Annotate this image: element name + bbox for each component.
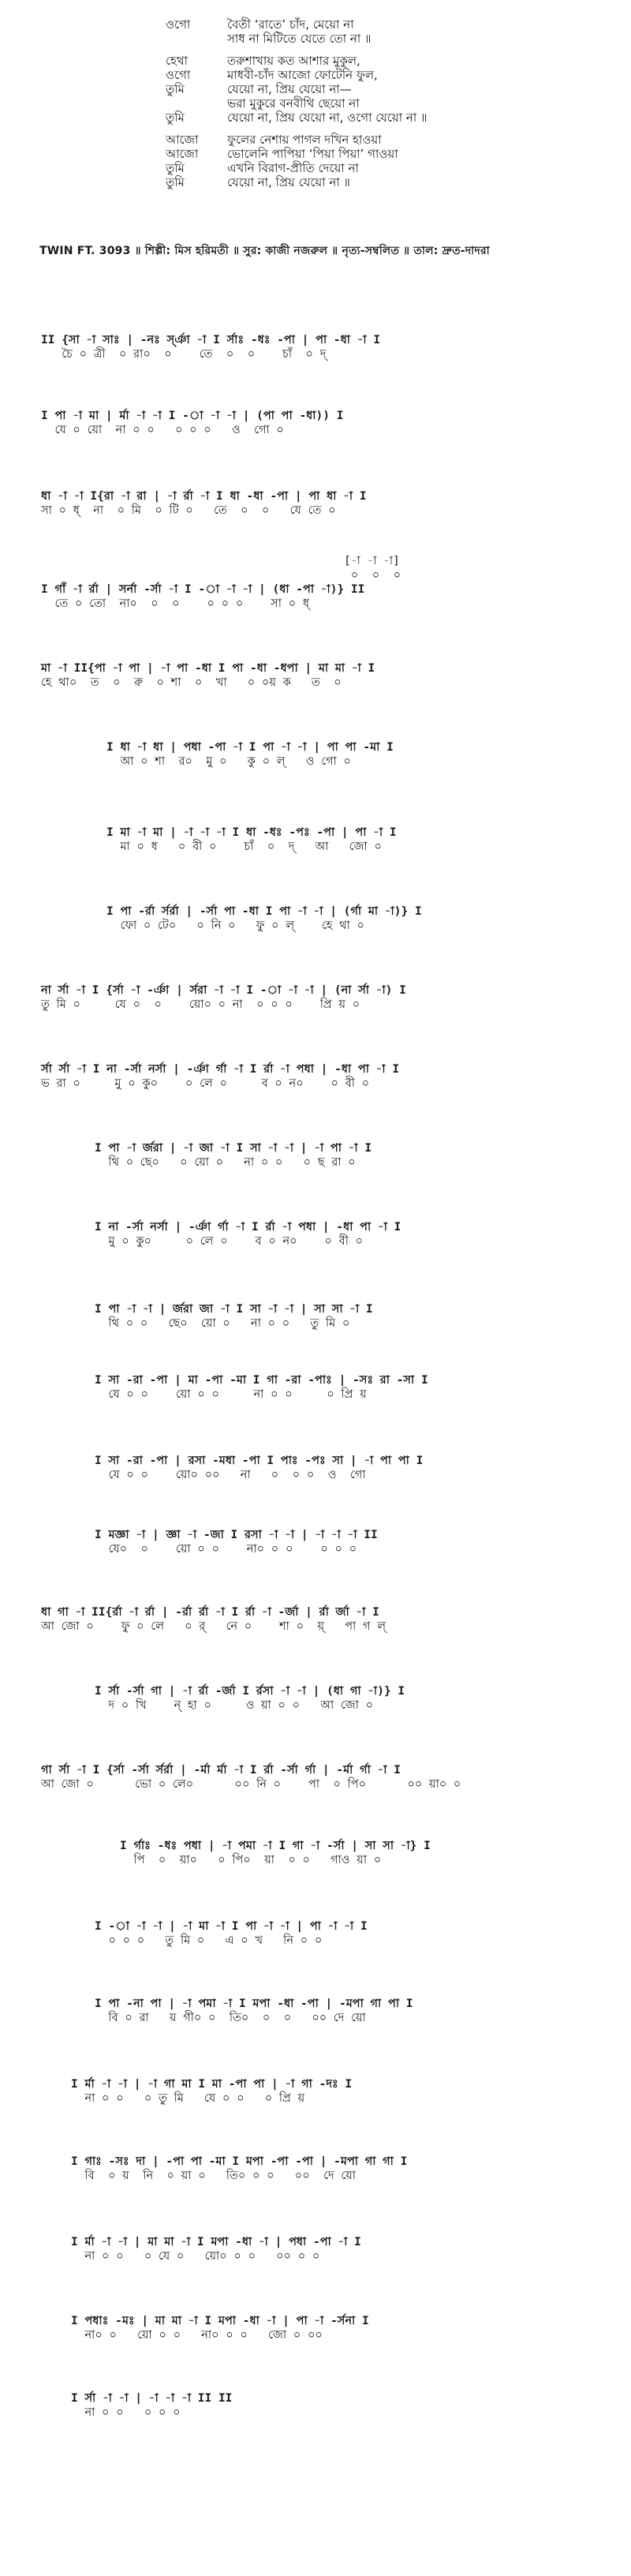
swara-line: মা -া II{পা -া পা | -া পা -ধা I পা -ধা -ধপা | মা মা -া I — [41, 662, 375, 675]
lyric-text: ভরা মুকুরে বনবীথি ছেয়ো না — [227, 96, 360, 110]
swara-line: I মা -া মা | -া -া -া I ধা -ধঃ -পঃ -পা | পা -া I — [106, 826, 397, 839]
swara-line: I র্সা -া -া | -া -া -া II II — [71, 2392, 233, 2405]
swara-line: I র্মা -া -া | মা মা -া I মপা -ধা -া | পধা -পা -া I — [71, 2236, 361, 2248]
lyric-lead-word: তুমি — [166, 110, 185, 125]
alternate-ending-line: [-া -া -া] — [41, 555, 400, 567]
lyric-lead-word: আজো — [166, 147, 199, 161]
syllable-line: দ ০ খি ন্ হা ০ ও য়া ০ ০ আ জো ০ — [95, 1699, 374, 1712]
swara-line: র্সা র্সা -া I না -র্সা নর্সা | -র্ঞা র্গা -া I র্রা -া পধা | -ধা পা -া I — [41, 1063, 400, 1076]
notation-block — [71, 2235, 361, 2263]
swara-line: I মজ্ঞা -া | জ্ঞা -া -জা I রসা -া -া | -া -া -া II — [95, 1529, 378, 1541]
swara-line: I না -র্সা নর্সা | -র্ঞা র্গা -া I র্রা -া পধা | -ধা পা -া I — [95, 1221, 401, 1234]
syllable-line: হে থা০ ত ০ রু ০ শা ০ খা ০ ০য় ক ত ০ — [41, 676, 342, 689]
lyric-lead-word: ওগো — [166, 17, 191, 32]
notation-block — [41, 1062, 399, 1091]
notation-block — [41, 333, 380, 361]
syllable-line: ০ ০ ০ তু মি ০ এ ০ খ নি ০ ০ — [95, 1934, 323, 1947]
syllable-line: তু মি ০ যে ০ ০ য়ো০ ০ না ০ ০ ০ প্রি য় ০ — [41, 998, 360, 1011]
notation-block — [106, 740, 394, 769]
syllable-line: না ০ ০ ০ তু মি যে ০ ০ ০ প্রি য় — [71, 2092, 305, 2105]
swara-line: I র্মা -া -া | -া গা মা I মা -পা পা | -া গা -দঃ I — [71, 2078, 353, 2091]
notation-block — [71, 2155, 407, 2183]
swara-line: I গাঃ -সঃ দা | -পা পা -মা I মপা -পা -পা | -মপা গা গা I — [71, 2155, 408, 2168]
syllable-line: মু ০ কু০ ০ লে ০ ব ০ ন০ ০ বী ০ — [95, 1235, 364, 1248]
syllable-line: আ জো ০ ভো ০ লে০ ০০ নি ০ পা ০ পি০ ০০ য়া০ ০ — [41, 1778, 461, 1791]
lyric-line — [166, 32, 576, 46]
syllable-line: আ ০ শা র০ মু ০ কু ০ ল্ ও গো ০ — [106, 755, 351, 768]
swara-line: I গাঁ -া র্রা | সর্না -র্সা -া I -া -া -া | (ধা -পা -া)} II — [41, 583, 365, 596]
lyric-lead-word: হেথা — [166, 54, 189, 68]
notation-block — [95, 1220, 401, 1249]
notation-block — [71, 2077, 352, 2106]
lyric-line — [166, 54, 576, 68]
swara-line: ধা -া -া I{রা -া রা | -া র্রা -া I ধা -ধা -পা | পা ধা -া I — [41, 490, 367, 503]
syllable-line: তে ০ তো না০ ০ ০ ০ ০ ০ সা ০ ধ্ — [41, 597, 309, 610]
lyric-lead-word: আজো — [166, 133, 199, 147]
syllable-line: ফো ০ টে০ ০ নি ০ ফু ০ ল্ হে থা ০ — [106, 919, 364, 932]
syllable-line: যে ০ ০ য়ো০ ০০ না ০ ০ ০ ও গো — [95, 1469, 366, 1481]
syllable-line: ভ রা ০ মু ০ কু০ ০ লে ০ ব ০ ন০ ০ বী ০ — [41, 1077, 370, 1090]
notation-block — [95, 1141, 372, 1170]
notation-block — [95, 1373, 428, 1402]
lyric-text: যেয়ো না, প্রিয় যেয়ো না ॥ — [227, 175, 350, 189]
syllable-line: বি ০ রা য় গী০ ০ তি০ ০ ০ ০০ দে য়ো — [95, 2012, 366, 2024]
syllable-line: থি ০ ০ ছে০ য়ো ০ না ০ ০ তু মি ০ — [95, 1317, 350, 1330]
lyric-line — [166, 161, 576, 175]
swara-line: I পা -া -া | র্জরা জা -া I সা -া -া | সা সা -া I — [95, 1303, 373, 1316]
notation-block — [41, 1763, 461, 1792]
syllable-line: না ০ ০ ০ যে ০ য়ো০ ০ ০ ০০ ০ ০ — [71, 2250, 320, 2263]
syllable-line: যে০ ০ য়ো ০ ০ না০ ০ ০ ০ ০ ০ — [95, 1543, 357, 1556]
swara-line: I র্সা -র্সা গা | -া র্রা -র্জা I র্রসা -া -া | (ধা গা -া)} I — [95, 1685, 405, 1698]
notation-block — [71, 2314, 369, 2342]
lyric-text: মাধবী-চাঁদ আজো ফোটেনি ফুল, — [227, 68, 378, 82]
syllable-line: আ জো ০ ফু ০ লে ০ র্ নে ০ শা ০ য়্ পা গ ল্ — [41, 1620, 386, 1633]
syllable-line: পি ০ য়া০ ০ পি০ য়া ০ ০ গাও য়া ০ — [120, 1854, 382, 1866]
record-credit-line: TWIN FT. 3093 ॥ শিল্পী: মিস হরিমতী ॥ সুর: কাজী নজরুল ॥ নৃত্য-সম্বলিত ॥ তাল: দ্রুত-দাদরা — [39, 245, 490, 257]
swara-line: ধা গা -া II{র্রা -া র্রা | -র্রা র্রা -া I র্রা -া -র্জা | র্রা র্জা -া I — [41, 1606, 379, 1619]
lyric-stanza — [166, 133, 576, 189]
notation-block — [106, 904, 422, 933]
notation-block — [95, 1302, 373, 1331]
lyric-text: যেয়ো না, প্রিয় যেয়ো না— — [227, 82, 352, 96]
lyrics-block — [166, 17, 576, 197]
syllable-line: যে ০ ০ য়ো ০ ০ না ০ ০ ০ প্রি য় — [95, 1388, 367, 1401]
swara-line: I পা -া মা | র্মা -া -া I -া -া -া | (পা পা -ধা)) I — [41, 410, 344, 422]
lyric-lead-word: তুমি — [166, 161, 185, 175]
lyric-text: ফুলের নেশায় পাগল দখিন হাওয়া — [227, 133, 382, 147]
notation-block — [41, 661, 375, 690]
syllable-line: না০ ০ য়ো ০ ০ না০ ০ ০ জো ০ ০০ — [71, 2329, 323, 2342]
swara-line: I সা -রা -পা | মা -পা -মা I গা -রা -পাঃ | -সঃ রা -সা I — [95, 1374, 428, 1387]
syllable-line: থি ০ ছে০ ০ য়ো ০ না ০ ০ ০ ছ রা ০ — [95, 1156, 356, 1169]
lyric-line — [166, 96, 576, 110]
notation-block — [120, 1839, 431, 1867]
lyric-lead-word: তুমি — [166, 175, 185, 189]
swara-line: I পধাঃ -মঃ | মা মা -া I মপা -ধা -া | পা -া -র্সনা I — [71, 2315, 369, 2327]
swara-line: I -া -া -া | -া মা -া I পা -া -া | পা -া -া I — [95, 1920, 368, 1933]
lyric-text: ভোলেনি পাপিয়া ‘পিয়া পিয়া’ গাওয়া — [227, 147, 398, 161]
notation-block — [95, 1997, 413, 2025]
notation-block — [41, 1605, 386, 1634]
lyric-line — [166, 110, 576, 125]
notation-block — [95, 1528, 378, 1556]
lyric-line — [166, 147, 576, 161]
lyric-text: এখনি বিরাগ-প্রীতি দেয়ো না — [227, 161, 359, 175]
swara-line: II {সা -া সাঃ | -নঃ র্স্ঞা -া I র্সাঃ -ধঃ -পা | পা -ধা -া I — [41, 334, 381, 346]
lyric-text: যেয়ো না, প্রিয় যেয়ো না, ওগো যেয়ো না ॥ — [227, 110, 428, 125]
lyric-line — [166, 82, 576, 96]
lyric-stanza — [166, 17, 576, 46]
syllable-line: মা ০ ধ ০ বী ০ চাঁ ০ দ্ আ জো ০ — [106, 841, 382, 853]
notation-block — [41, 554, 401, 611]
lyric-line — [166, 133, 576, 147]
lyric-stanza — [166, 54, 576, 125]
lyric-line — [166, 68, 576, 82]
notation-block — [41, 489, 367, 518]
notation-block — [71, 2391, 232, 2420]
lyric-lead-word: ওগো — [166, 68, 191, 82]
lyric-text: বৈতী ‘রাতে’ চাঁদ, মেয়ো না — [227, 17, 354, 32]
notation-block — [41, 983, 406, 1012]
swara-line: I ধা -া ধা | পধা -পা -া I পা -া -া | পা পা -মা I — [106, 741, 394, 754]
syllable-line: যে ০ য়ো না ০ ০ ০ ০ ০ ও গো ০ — [41, 424, 284, 436]
syllable-line: চৈ ০ ত্ৰী ০ রা০ ০ তে ০ ০ চাঁ ০ দ্ — [41, 348, 327, 361]
swara-line: I র্গাঃ -ধঃ পধা | -া পমা -া I গা -া -র্সা | সা সা -া} I — [120, 1840, 431, 1852]
syllable-line: সা ০ ধ্ না ০ মি ০ টি ০ তে ০ ০ যে তে ০ — [41, 504, 336, 517]
swara-line: না র্সা -া I {র্সা -া -র্ঞা | র্সরা -া -া I -া -া -া | (না র্সা -া) I — [41, 984, 406, 997]
lyric-lead-word: তুমি — [166, 82, 185, 96]
notation-block — [95, 1919, 368, 1948]
lyric-text: তরুশাখায় কত আশার মুকুল, — [227, 54, 360, 68]
notation-block — [41, 409, 343, 437]
swara-line: I পা -না পা | -া পমা -া I মপা -ধা -পা | -মপা গা পা I — [95, 1998, 413, 2010]
swara-line: I সা -রা -পা | রসা -মধা -পা I পাঃ -পঃ সা | -া পা পা I — [95, 1455, 424, 1467]
notation-block — [95, 1684, 405, 1713]
lyric-line — [166, 17, 576, 32]
swara-line: I পা -র্রা র্সর্রা | -র্সা পা -ধা I পা -া -া | (র্গা মা -া)} I — [106, 905, 422, 918]
alternate-ending-line: ০ ০ ০ — [41, 569, 401, 582]
lyric-text: সাধ না মিটিতে যেতে তো না ॥ — [227, 32, 372, 46]
lyric-line — [166, 175, 576, 189]
syllable-line: বি ০ য় নি ০ য়া ০ তি০ ০ ০ ০০ দে য়ো — [71, 2170, 356, 2182]
syllable-line: না ০ ০ ০ ০ ০ — [71, 2406, 181, 2419]
notation-block — [95, 1454, 423, 1482]
notation-block — [106, 826, 397, 854]
swara-line: I পা -া র্জরা | -া জা -া I সা -া -া | -া পা -া I — [95, 1142, 372, 1155]
swara-line: গা র্সা -া I {র্সা -র্সা র্সর্রা | -র্মা র্মা -া I র্রা -র্সা র্গা | -র্মা র্গা -া I — [41, 1764, 401, 1777]
